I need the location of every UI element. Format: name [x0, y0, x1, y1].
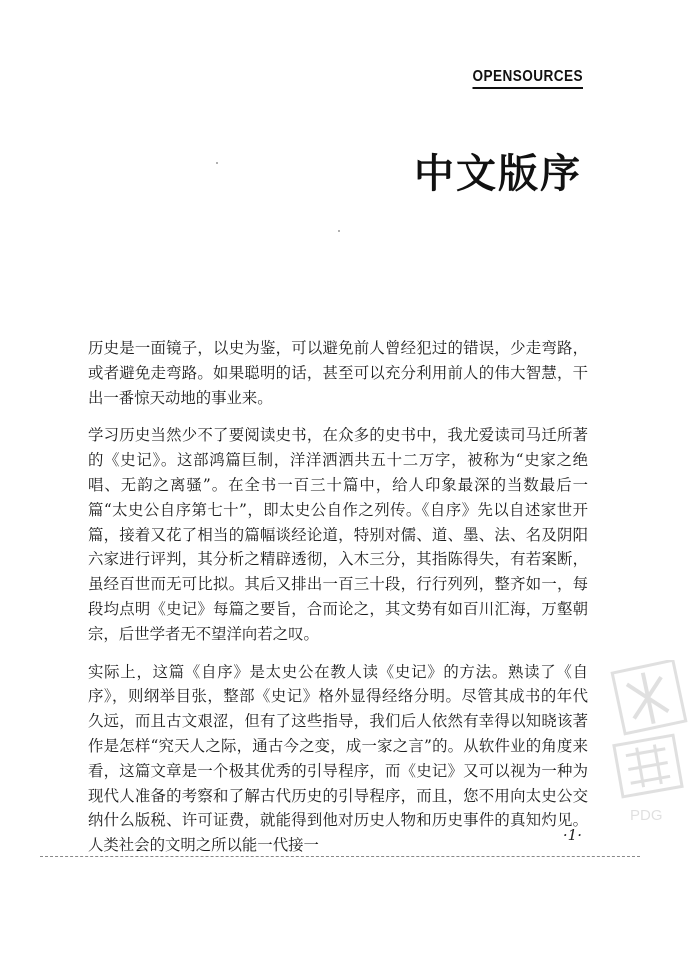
seal-watermark-icon: [610, 660, 688, 830]
page-number: ·1·: [562, 826, 582, 844]
paragraph-1: 历史是一面镜子，以史为鉴，可以避免前人曾经犯过的错误，少走弯路，或者避免走弯路。如果聪明的话，甚至可以充分利用前人的伟大智慧，干出一番惊天动地的事业来。: [88, 339, 588, 407]
scan-speck: [338, 230, 340, 232]
header-label: OPENSOURCES: [473, 68, 583, 89]
bottom-rule: [40, 856, 640, 857]
paragraph-2: 学习历史当然少不了要阅读史书，在众多的史书中，我尤爱读司马迁所著的《史记》。这部鸿篇巨制，洋洋洒洒共五十二万字，被称为“史家之绝唱、无韵之离骚”。在全书一百三十篇中，给人印象最深的当数最后一篇“太史公自序第七十”，即太史公自作之列传。《自序》先以自述家世开篇，接着又花了相当的篇幅谈经论道，特别对儒、道、墨、法、名及阴阳六家进行评判，其分析之精辟透彻，入木三分，其指陈得失，有若案断，虽经百世而无可比拟。其后又排出一百三十段，行行列列，整齐如一，每段均点明《史记》每篇之要旨，合而论之，其文势有如百川汇海，万壑朝宗，后世学者无不望洋向若之叹。: [88, 426, 588, 643]
watermark-text: PDG: [630, 807, 663, 824]
page-title: 中文版序: [414, 151, 582, 197]
paragraph-3: 实际上，这篇《自序》是太史公在教人读《史记》的方法。熟读了《自序》，则纲举目张，整部《史记》格外显得经络分明。尽管其成书的年代久远，而且古文艰涩，但有了这些指导，我们后人依然有幸得以知晓该著作是怎样“究天人之际，通古今之变，成一家之言”的。从软件业的角度来看，这篇文章是一个极其优秀的引导程序，而《史记》又可以视为一种为现代人准备的考察和了解古代历史的引导程序，而且，您不用向太史公交纳什么版税、许可证费，就能得到他对历史人物和历史事件的真知灼见。人类社会的文明之所以能一代接一: [88, 662, 588, 855]
scan-speck: [216, 162, 218, 164]
body-text: [88, 336, 588, 871]
